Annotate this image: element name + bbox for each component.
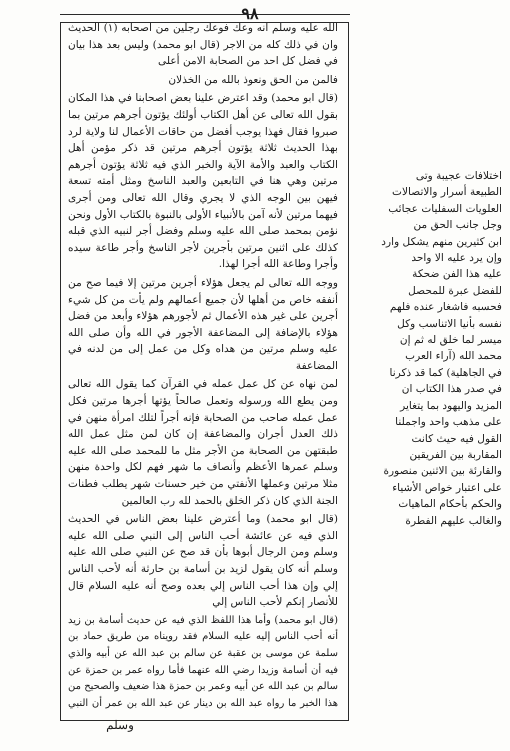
main-text-block (68, 20, 338, 710)
top-rule (60, 14, 350, 15)
margin-line: والقارئة بين الاثنين منصورة (383, 465, 502, 478)
margin-line: وجل جانب الحق من (413, 219, 502, 232)
margin-line: وإن يرد عليه الا واحد (411, 252, 502, 265)
margin-line: ابن كثيرين منهم يشكل وارد (381, 235, 502, 248)
margin-line: القول فيه حيث كانت (411, 432, 502, 445)
margin-line: على مذهب واحد واجملنا (395, 416, 502, 429)
margin-commentary (352, 168, 502, 528)
margin-line: والحكم بأحكام الماهيات (398, 498, 502, 511)
page-number: ٩٨ (241, 4, 259, 23)
margin-line: في الجاهلية) كما قد ذكرنا (389, 366, 502, 379)
margin-line: المقاربة بين الفريقين (409, 448, 502, 461)
paragraph: الله عليه وسلم انه وعك فوعك رجلين من اصحابه (١) الحديث وان في ذلك كله من الاجر (قال ابو محمد) وليس بعد هذا بيان في فضل كل احد من الصحابة الامن أعلى (68, 22, 338, 68)
catchword: وسلم (106, 718, 134, 732)
paragraph: فالمن من الحق ونعوذ بالله من الخذلان (168, 73, 338, 86)
paragraph: ووجه الله تعالى لم يجعل هؤلاء أجرين مرتين إلا فيما صح من أنفقه خاص من أهلها لأن جميع أعمالهم ولم يأت من كل شيء أجرين على غير هذه الأعمال ثم لأجورهم هؤلاء وأبعد من فضل هؤلاء بالإضافة إلى المضاعفة الأجور في الله وأن صلى الله عليه وسلم مرتين من هداه وكل من عمل إلى من لدنه في المضاعفة (68, 276, 338, 372)
paragraph: (قال ابو محمد) وقد اعترض علينا بعض اصحابنا في هذا المكان بقول الله تعالى عن أهل الكتاب أولئك يؤتون أجرهم مرتين بما صبروا فقال فهذا يوجب أفضل من حاقات الأعمال لنا ولاية لرد بهذا الحديث ثلاثة يؤتون أجرهم مرتين قد ذكر مؤمن أهل الكتاب والعبد والأمة الآية والخبر الذي فيه ثلاثة يؤتون أجرهم مرتين وهي هنا في التابعين والعبد الناسخ ومثل أمته تسعة فيهن بين الوجه الذي لا يجري وقال الله تعالى ومن أجرى فيهما مرتين لأنه آمن بالأنبياء الأولى بالنبوة بالكتاب الأول ونحن نؤمن بمحمد صلى الله عليه وسلم وفضل أجر لنبيه الذي قبله كذلك على اثنين مرتين بأجرين لأجر الناسخ وأجر طاعة سيده وأجرا وطاعة الله أجرا لهذا. (68, 92, 338, 271)
margin-line: والغالب عليهم الفطرة (405, 514, 502, 527)
paragraph: (قال ابو محمد) وأما هذا اللفظ الذي فيه عن حديث أسامة بن زيد أنه أحب الناس إليه عليه السلام فقد رويناه من طريق حماد بن سلمة عن موسى بن عقبة عن سالم بن عبد الله عن أبيه والذي فيه أن أسامة وزيدا رضي الله عنهما فأما رواه عمر بن حمزة عن سالم بن عبد الله عن أبيه وعمر بن حمزة هذا ضعيف والصحيح من هذا الخبر ما رواه عبد الله بن دينار عن عبد الله بن عمر أن النبي (68, 614, 338, 709)
margin-line: في صدر هذا الكتاب ان (401, 383, 502, 396)
margin-line: المزيد واليهود بما يتغاير (400, 399, 502, 412)
margin-line: ميسر لما خلق له ثم إن (399, 334, 502, 347)
margin-line: العلويات السفليات عجائب (388, 202, 502, 215)
margin-line: فحسبه فاشغار عنده فلهم (389, 301, 502, 314)
paragraph: لمن نهاه عن كل عمل عمله في القرآن كما يقول الله تعالى ومن يطع الله ورسوله وتعمل صالحاً يؤتها أجرها مرتين فكل عمل عمله صاحب من الصحابة فإنه أجراً لتلك امرأة منهن في ذلك العدل أجران والمضاعفة إن كان لمن مثل عمل الله طبقتهن من الصحابة من الأجر مثل ما للمحمد صلى الله عليه وسلم عمرها الأعظم وأنصاف ما شهر فهم لكل واحدة منهن مثلا مرتين وعملها الأنفتي من خير حسنات شهر يطلب فطنات الجنة الذي كان ذكر الخلق بالحمد لله رب العالمين (68, 378, 338, 507)
margin-line: اختلافات عجيبة وتى (415, 170, 502, 182)
margin-line: عليه هذا الفن ضحكة (412, 268, 502, 281)
margin-line: نفسه بأنيا الاتناسب وكل (397, 317, 502, 330)
paragraph: (قال ابو محمد) وما أعترض علينا بعض الناس في الحديث الذي فيه عن عائشة أحب الناس إلى النبي صلى الله عليه وسلم ومن الرجال أبوها بأن قد صح عن النبي صلى الله عليه وسلم أنه كان يقول لزيد بن أسامة بن حارثة أنه لأحب الناس إلي وإن هذا أحب الناس إلي بعده وصح أنه عليه السلام قال للأنصار إنكم لأحب الناس إلي (68, 513, 338, 609)
margin-line: على اعتبار خواص الأشياء (392, 481, 502, 494)
margin-line: للفضل عبرة للمحصل (408, 284, 502, 297)
margin-line: محمد الله (آراء العرب (405, 350, 502, 363)
margin-line: الطبيعة أسرار والاتصالات (392, 186, 502, 199)
